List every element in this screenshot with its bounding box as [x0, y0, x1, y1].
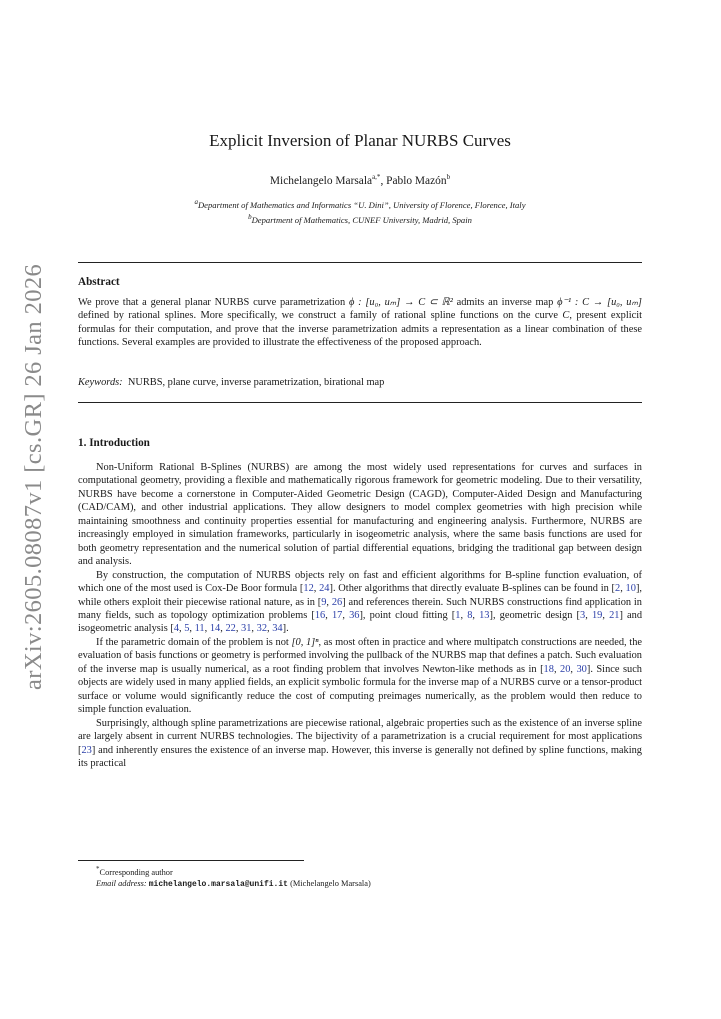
citation-link[interactable]: 22 [225, 623, 236, 635]
author-name[interactable]: Pablo Mazón [386, 174, 447, 187]
section-heading: 1. Introduction [78, 437, 150, 449]
citation-link[interactable]: 14 [209, 623, 221, 635]
keywords [78, 377, 642, 388]
citation-link[interactable]: 1 [455, 609, 461, 621]
citation-link[interactable]: 17 [331, 609, 343, 621]
abstract-text: We prove that a general planar NURBS curve parametrization ϕ : [u₀, uₘ] → C ⊂ ℝ² admits an inverse map ϕ⁻¹ : C → [u₀, uₘ] defined by rational splines. More specifically, we construct a family of rational spline functions on the curve C, present explicit formulas for their computation, and prove that the inverse parametrization admits a representation as a linear combination of these functions. Several examples are provided to illustrate the effectiveness of the proposed approach. [78, 297, 642, 349]
paper-title: Explicit Inversion of Planar NURBS Curves [209, 131, 511, 150]
citation-link[interactable]: 24 [319, 583, 330, 595]
citation-link[interactable]: 13 [479, 609, 490, 621]
affil-mark: b [248, 212, 252, 221]
footnote-email [78, 878, 642, 890]
citation-link[interactable]: 4 [173, 623, 180, 635]
paragraph: Surprisingly, although spline parametrizations are piecewise rational, algebraic properties such as the existence of an inverse spline are largely absent in current NURBS technologies. The bijectivity of a parametrization is a crucial requirement for most applications [23] and inherently ensures the existence of an inverse map. However, this inverse is generally not defined by spline functions, making its practical [78, 717, 642, 769]
citation-link[interactable]: 12 [303, 583, 314, 595]
citation-link[interactable]: 3 [580, 609, 586, 621]
author-affil-mark: b [446, 173, 451, 181]
arxiv-side-label: arXiv:2605.08087v1 [cs.GR] 26 Jan 2026 [20, 263, 47, 690]
citation-link[interactable]: 34 [272, 623, 283, 635]
affiliation-a: $^a$Department of Mathematics and Informatics “U. Dini”, University of Florence, Florence, Italy [194, 198, 526, 210]
footnote-rule [78, 860, 304, 861]
author-name[interactable]: Michelangelo Marsala [269, 174, 373, 187]
affil-mark: a [194, 198, 198, 206]
citation-link[interactable]: 8 [467, 609, 473, 621]
math-inline: ϕ⁻¹ : C → [u₀, uₘ] [557, 297, 642, 308]
citation-link[interactable]: 21 [609, 609, 620, 621]
email-owner: (Michelangelo Marsala) [290, 878, 371, 888]
affiliation-b: $^b$Department of Mathematics, CUNEF University, Madrid, Spain [248, 212, 472, 225]
keywords-text: NURBS, plane curve, inverse parametrization, birational map [127, 377, 385, 388]
citation-link[interactable]: 31 [241, 623, 252, 635]
footnote [78, 864, 642, 890]
author-list [78, 173, 642, 187]
citation-link[interactable]: 26 [331, 596, 343, 608]
email-link[interactable]: michelangelo.marsala@unifi.it [148, 879, 288, 889]
citation-link[interactable]: 23 [81, 744, 92, 756]
citation-link[interactable]: 5 [184, 623, 190, 635]
citation-link[interactable]: 10 [625, 583, 636, 595]
citation-link[interactable]: 30 [576, 663, 587, 675]
paragraph: By construction, the computation of NURBS objects rely on fast and efficient algorithms for B-spline function evaluation, of which one of the most used is Cox-De Boor formula [12, 24]. Other algorithms that directly evaluate B-splines can be found in [2, 10], while others exploit their piecewise rational nature, as in [9, 26] and references therein. Such NURBS constructions find application in many fields, such as topology optimization problems [16, 17, 36], point cloud fitting [1, 8, 13], geometric design [3, 19, 21] and isogeometric analysis [4, 5, 11, 14, 22, 31, 32, 34]. [78, 569, 643, 635]
citation-link[interactable]: 16 [314, 609, 326, 621]
math-inline: [0, 1]ⁿ [291, 636, 319, 648]
citation-link[interactable]: 18 [543, 663, 554, 675]
citation-link[interactable]: 19 [591, 609, 603, 621]
citation-link[interactable]: 20 [560, 663, 571, 675]
citation-link[interactable]: 32 [256, 623, 268, 635]
citation-link[interactable]: 36 [349, 609, 360, 621]
footnote-mark: * [96, 865, 100, 873]
author-affil-mark: a,* [372, 173, 381, 181]
citation-link[interactable]: 2 [615, 583, 621, 595]
abstract-bottom-rule [78, 402, 642, 403]
paragraph: If the parametric domain of the problem is not [0, 1]ⁿ, as most often in practice and where multipatch constructions are needed, the evaluation of basis functions or geometry is performed involving the pullback of the NURBS map that defines a patch. Such evaluation of the inverse map is usually numerical, as a root finding problem that involves Newton-like methods as in [18, 20, 30]. Since such objects are widely used in many applied fields, an explicit symbolic formula for the inverse map of a NURBS curve or a tensor-product surface or volume would significantly reduce the cost of computing preimages numerically, as the problem would then reduce to simple function evaluation. [78, 636, 643, 716]
email-label: Email address: [96, 878, 147, 888]
math-inline: C [562, 310, 570, 322]
footnote-corresponding: *Corresponding author [96, 865, 173, 877]
keywords-label: Keywords: [78, 377, 123, 388]
body-text [78, 461, 642, 770]
affiliations [78, 196, 642, 226]
citation-link[interactable]: 9 [321, 596, 327, 608]
citation-link[interactable]: 11 [194, 623, 205, 635]
math-inline: ϕ : [u₀, uₘ] → C ⊂ ℝ² [348, 297, 453, 308]
abstract-top-rule [78, 262, 642, 263]
paragraph: Non-Uniform Rational B-Splines (NURBS) are among the most widely used representations for curves and surfaces in computational geometry, providing a flexible and mathematically rigorous framework for geometric modeling. Due to their versatility, NURBS have become a cornerstone in Computer-Aided Geometric Design (CAGD), Computer-Aided Design and Manufacturing (CAD/CAM), and other industrial applications. They allow designers to model complex geometries with high precision while maintaining smoothness and continuity properties essential for manufacturing and engineering analysis. Furthermore, NURBS are increasingly employed in simulation frameworks, particularly in isogeometric analysis, where the same basis functions are used for both geometry representation and the numerical solution of partial differential equations, bridging the traditional gap between design and analysis. [78, 462, 642, 568]
abstract-heading: Abstract [78, 276, 120, 288]
author-separator: , [380, 174, 387, 187]
